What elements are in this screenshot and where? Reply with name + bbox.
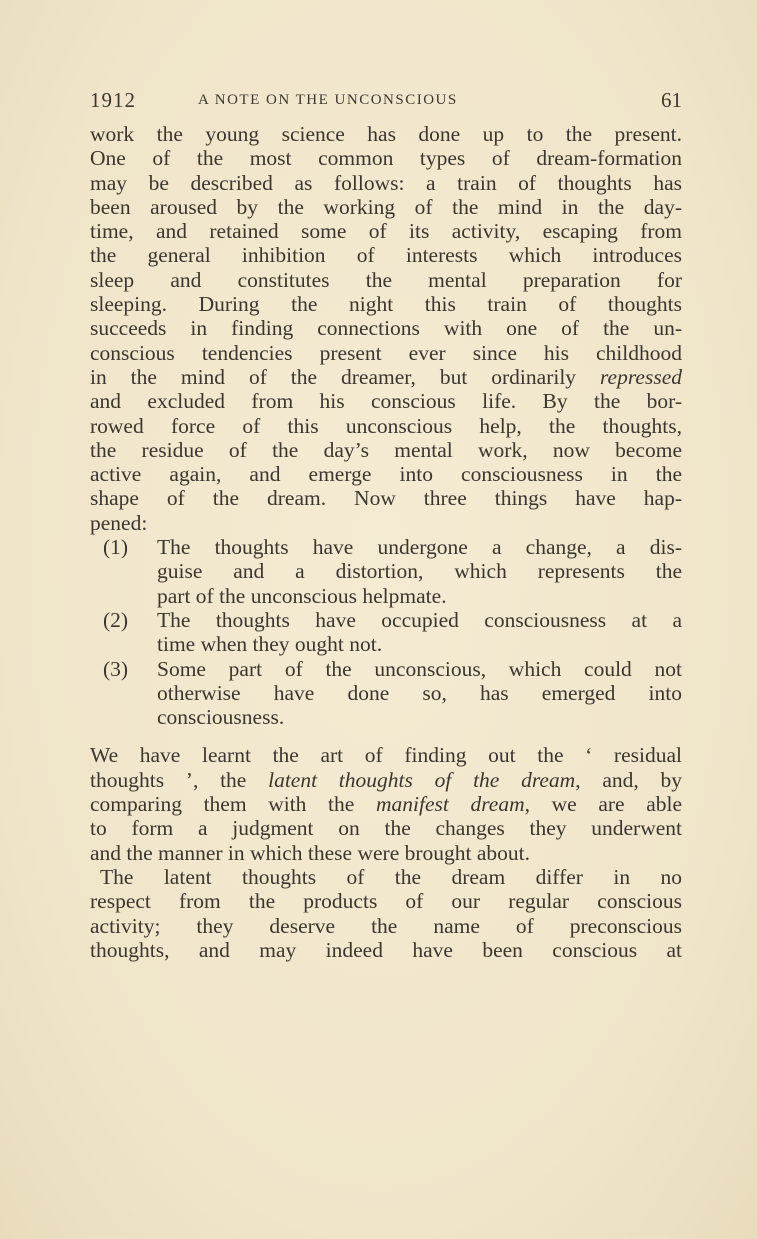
page-number: 61 (661, 88, 682, 112)
text-line (90, 365, 682, 389)
text-line (90, 292, 682, 316)
text: comparing them with the (90, 792, 376, 817)
list-number: (2) (103, 607, 129, 632)
text-line (90, 341, 682, 365)
text-line (90, 486, 682, 510)
numbered-list (90, 535, 682, 729)
text: may be described as follows: a train of thoughts has (90, 170, 682, 195)
list-number: (1) (103, 535, 129, 560)
text: in the mind of the dreamer, but ordinarily (90, 364, 600, 389)
running-header (90, 88, 682, 116)
text: One of the most common types of dream-formation (90, 146, 682, 171)
text: , and, by (575, 767, 682, 792)
list-item (90, 657, 682, 730)
text-line (90, 268, 682, 292)
text: time, and retained some of its activity, escaping from (90, 219, 682, 244)
list-item (90, 608, 682, 657)
text-line (90, 768, 682, 792)
text-line: guise and a distortion, which represents the (157, 559, 682, 584)
text: , we are able (524, 792, 683, 817)
text-line: part of the unconscious helpmate. (157, 583, 447, 608)
text: and excluded from his conscious life. By the bor- (90, 389, 682, 414)
text-line (90, 865, 682, 889)
text: rowed force of this unconscious help, the thoughts, (90, 413, 682, 438)
paragraph (90, 122, 682, 535)
text: sleeping. During the night this train of thoughts (90, 292, 682, 317)
header-title: A NOTE ON THE UNCONSCIOUS (198, 92, 458, 108)
text: thoughts, and may indeed have been conscious at (90, 937, 682, 962)
text: conscious tendencies present ever since his childhood (90, 340, 682, 365)
text-line (90, 219, 682, 243)
text-line (90, 389, 682, 413)
text-line (90, 195, 682, 219)
italic-text: manifest dream (375, 792, 525, 817)
italic-text: latent thoughts of the dream (268, 767, 576, 792)
text: shape of the dream. Now three things have hap- (90, 486, 682, 511)
text: and the manner in which these were brought about. (90, 840, 531, 865)
text: the residue of the day’s mental work, now become (90, 437, 682, 462)
text-line (90, 171, 682, 195)
italic-text: repressed (599, 364, 682, 389)
text: the general inhibition of interests which introduces (90, 243, 682, 268)
text-line (90, 316, 682, 340)
text-line (90, 414, 682, 438)
list-item (90, 535, 682, 608)
text-line (90, 146, 682, 170)
text-line (90, 816, 682, 840)
text: succeeds in finding connections with one of the un- (90, 316, 682, 341)
text: to form a judgment on the changes they underwent (90, 816, 682, 841)
text: We have learnt the art of finding out the ‘ residual (90, 743, 682, 768)
text-line (90, 792, 682, 816)
text-line (90, 841, 682, 865)
paragraph (90, 743, 682, 864)
text-line: time when they ought not. (157, 632, 383, 657)
text-line: consciousness. (157, 705, 285, 730)
paragraph (90, 865, 682, 962)
text-line (90, 462, 682, 486)
text-line (90, 889, 682, 913)
list-number: (3) (103, 656, 129, 681)
text-line (90, 122, 682, 146)
text-line (90, 743, 682, 767)
text: The latent thoughts of the dream differ in no (100, 864, 682, 889)
text-line: otherwise have done so, has emerged into (157, 680, 682, 705)
header-year: 1912 (90, 88, 136, 112)
text-line: The thoughts have occupied consciousness at a (157, 607, 682, 632)
text: respect from the products of our regular conscious (90, 889, 682, 914)
text-line (90, 511, 682, 535)
text: thoughts ’, the (90, 767, 269, 792)
text-line (90, 938, 682, 962)
text-line: The thoughts have undergone a change, a dis- (157, 535, 682, 560)
text: been aroused by the working of the mind in the day- (90, 194, 682, 219)
text-line (90, 438, 682, 462)
page-body (90, 122, 682, 962)
text: sleep and constitutes the mental preparation for (90, 267, 682, 292)
text: work the young science has done up to the present. (90, 122, 682, 146)
text-line (90, 243, 682, 267)
text: active again, and emerge into consciousness in the (90, 462, 682, 487)
text: activity; they deserve the name of preconscious (90, 913, 682, 938)
text-line (90, 914, 682, 938)
text: pened: (90, 510, 148, 535)
text-line: Some part of the unconscious, which could not (157, 656, 682, 681)
